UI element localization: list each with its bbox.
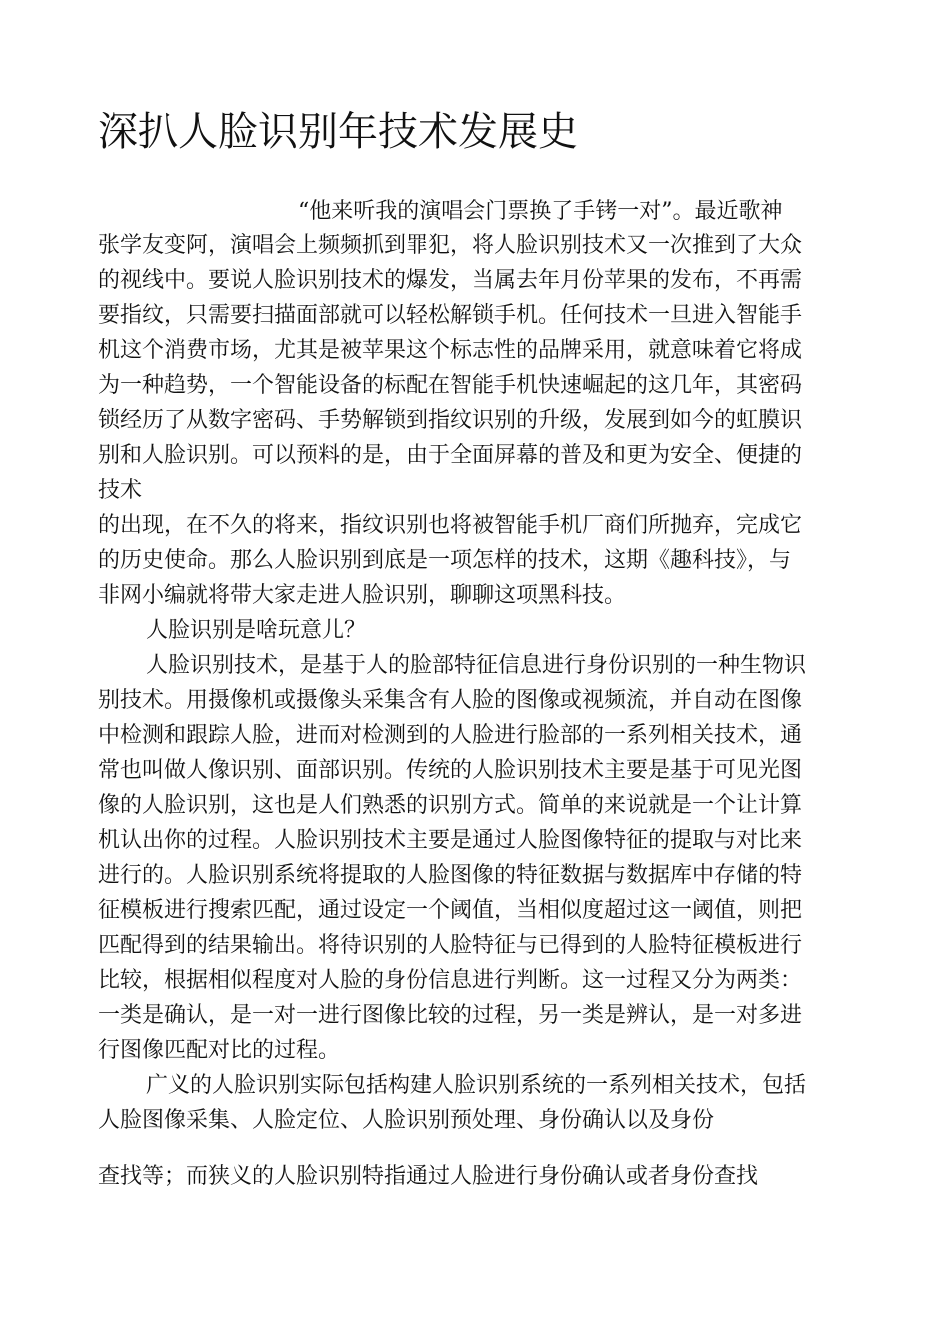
text-line: 别技术。用摄像机或摄像头采集含有人脸的图像或视频流，并自动在图像 xyxy=(98,688,803,713)
text-line: “他来听我的演唱会门票换了手铐一对”。最近歌神 xyxy=(298,199,783,224)
text-line: 非网小编就将带大家走进人脸识别，聊聊这项黑科技。 xyxy=(98,583,627,608)
text-line: 像的人脸识别，这也是人们熟悉的识别方式。简单的来说就是一个让计算 xyxy=(98,793,803,818)
text-line: 比较，根据相似程度对人脸的身份信息进行判断。这一过程又分为两类： xyxy=(98,968,803,993)
text-line: 匹配得到的结果输出。将待识别的人脸特征与已得到的人脸特征模板进行 xyxy=(98,933,803,958)
text-line: 进行的。人脸识别系统将提取的人脸图像的特征数据与数据库中存储的特 xyxy=(98,863,803,888)
text-line: 征模板进行搜索匹配，通过设定一个阈值，当相似度超过这一阈值，则把 xyxy=(98,898,803,923)
text-line: 别和人脸识别。可以预料的是，由于全面屏幕的普及和更为安全、便捷的 xyxy=(98,443,803,468)
text-line: 技术 xyxy=(98,478,143,503)
text-line: 的视线中。要说人脸识别技术的爆发，当属去年月份苹果的发布，不再需 xyxy=(98,268,803,293)
text-line: 广义的人脸识别实际包括构建人脸识别系统的一系列相关技术，包括 xyxy=(146,1073,807,1098)
text-line: 行图像匹配对比的过程。 xyxy=(98,1038,341,1063)
text-line: 锁经历了从数字密码、手势解锁到指纹识别的升级，发展到如今的虹膜识 xyxy=(98,408,803,433)
text-line: 人脸识别技术，是基于人的脸部特征信息进行身份识别的一种生物识 xyxy=(146,653,807,678)
text-line: 人脸图像采集、人脸定位、人脸识别预处理、身份确认以及身份 xyxy=(98,1108,715,1133)
text-line: 的历史使命。那么人脸识别到底是一项怎样的技术，这期《趣科技》，与 xyxy=(98,548,792,573)
text-line: 一类是确认，是一对一进行图像比较的过程，另一类是辨认，是一对多进 xyxy=(98,1003,803,1028)
text-line: 常也叫做人像识别、面部识别。传统的人脸识别技术主要是基于可见光图 xyxy=(98,758,803,783)
document-title: 深扒人脸识别年技术发展史 xyxy=(98,109,578,155)
text-line: 机认出你的过程。人脸识别技术主要是通过人脸图像特征的提取与对比来 xyxy=(98,828,803,853)
text-line: 中检测和跟踪人脸，进而对检测到的人脸进行脸部的一系列相关技术，通 xyxy=(98,723,803,748)
text-line: 机这个消费市场，尤其是被苹果这个标志性的品牌采用，就意味着它将成 xyxy=(98,338,803,363)
text-line: 要指纹，只需要扫描面部就可以轻松解锁手机。任何技术一旦进入智能手 xyxy=(98,303,803,328)
text-line: 张学友变阿，演唱会上频频抓到罪犯，将人脸识别技术又一次推到了大众 xyxy=(98,233,803,258)
text-line: 为一种趋势，一个智能设备的标配在智能手机快速崛起的这几年，其密码 xyxy=(98,373,803,398)
text-line: 查找等；而狭义的人脸识别特指通过人脸进行身份确认或者身份查找 xyxy=(98,1164,759,1189)
section-heading: 人脸识别是啥玩意儿？ xyxy=(146,618,367,643)
text-line: 的出现，在不久的将来，指纹识别也将被智能手机厂商们所抛弃，完成它 xyxy=(98,513,803,538)
